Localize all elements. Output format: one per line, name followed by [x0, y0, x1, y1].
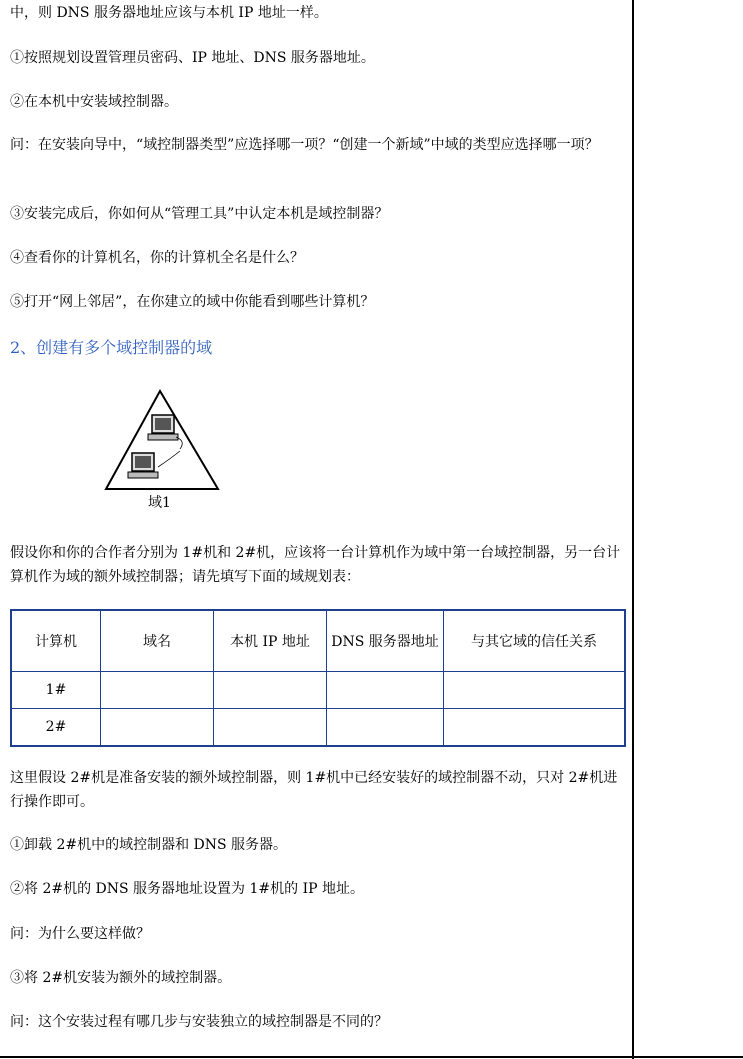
bullet-3: ③将 2#机安装为额外的域控制器。: [10, 970, 232, 986]
bottom-border: [0, 1056, 743, 1058]
table-cell[interactable]: [214, 709, 327, 747]
table-row: [11, 672, 625, 709]
table-cell[interactable]: [444, 672, 626, 709]
bullet-2: ②将 2#机的 DNS 服务器地址设置为 1#机的 IP 地址。: [10, 881, 364, 897]
diagram-label: 域1: [148, 495, 171, 511]
table-cell[interactable]: [327, 709, 444, 747]
step-4: ④查看你的计算机名，你的计算机全名是什么？: [10, 250, 304, 266]
intro-paragraph: 假设你和你的合作者分别为 1#机和 2#机，应该将一台计算机作为域中第一台域控制器，另一台计算机作为域的额外域控制器；请先填写下面的域规划表：: [10, 545, 621, 585]
column-divider: [632, 0, 634, 1059]
table-header-cell: 计算机: [11, 610, 101, 672]
after-table-paragraph: 这里假设 2#机是准备安装的额外域控制器，则 1#机中已经安装好的域控制器不动，只对 2#机进行操作即可。: [10, 770, 618, 810]
bullet-1: ①卸载 2#机中的域控制器和 DNS 服务器。: [10, 837, 288, 853]
table-cell: 1#: [11, 672, 101, 709]
question-1: 问：在安装向导中，“域控制器类型”应选择哪一项？“创建一个新域”中域的类型应选择哪一项？: [10, 137, 599, 153]
table-cell[interactable]: [101, 672, 214, 709]
table-row: [11, 709, 625, 747]
section-2-heading: 2、创建有多个域控制器的域: [10, 338, 213, 357]
table-header-cell: DNS 服务器地址: [327, 610, 444, 672]
step-5: ⑤打开“网上邻居”，在你建立的域中你能看到哪些计算机？: [10, 294, 375, 310]
table-cell[interactable]: [444, 709, 626, 747]
table-cell[interactable]: [214, 672, 327, 709]
table-header-cell: 域名: [101, 610, 214, 672]
table-header-cell: 本机 IP 地址: [214, 610, 327, 672]
step-3: ③安装完成后，你如何从“管理工具”中认定本机是域控制器？: [10, 206, 389, 222]
step-1: ①按照规划设置管理员密码、IP 地址、DNS 服务器地址。: [10, 50, 375, 66]
table-cell[interactable]: [101, 709, 214, 747]
domain-plan-table: [10, 609, 626, 747]
question-3: 问：这个安装过程有哪几步与安装独立的域控制器是不同的？: [10, 1014, 388, 1030]
table-cell: 2#: [11, 709, 101, 747]
table-header-cell: 与其它域的信任关系: [444, 610, 626, 672]
table-cell[interactable]: [327, 672, 444, 709]
computer-icon: [128, 451, 180, 478]
question-2: 问：为什么要这样做？: [10, 926, 150, 942]
table-header-row: [11, 610, 625, 672]
text-line-1: 中，则 DNS 服务器地址应该与本机 IP 地址一样。: [10, 5, 328, 21]
step-2: ②在本机中安装域控制器。: [10, 94, 178, 110]
